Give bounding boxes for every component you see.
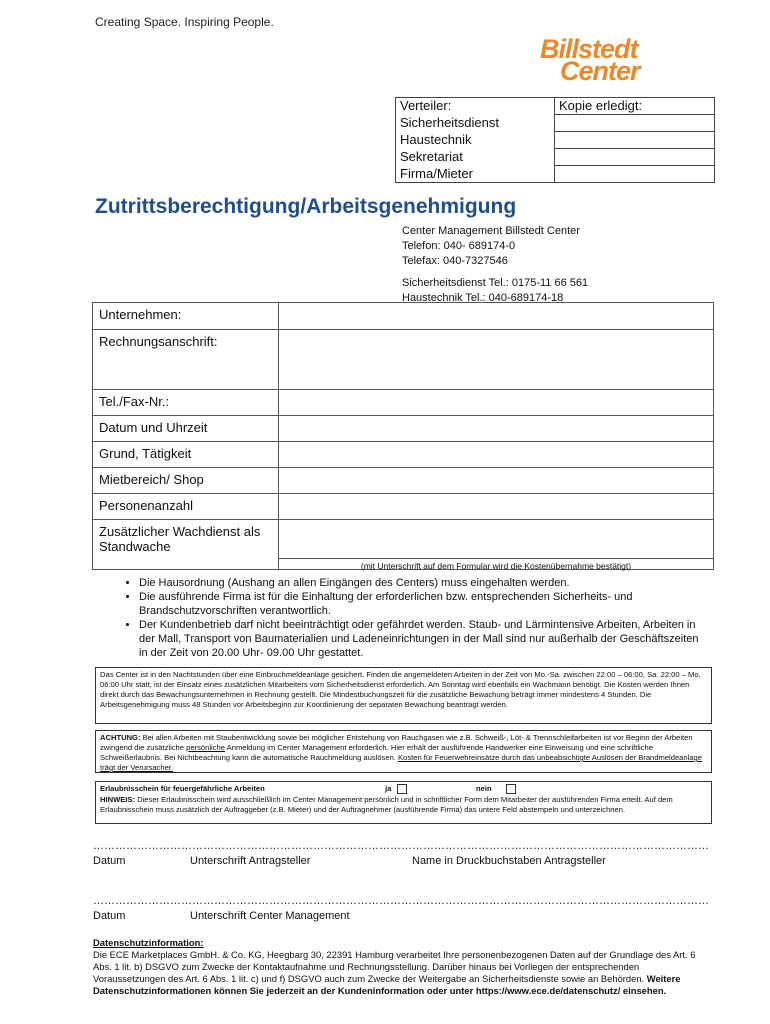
contact-line: Telefax: 040-7327546	[402, 255, 508, 267]
billing-address-label: Rechnungsanschrift:	[93, 330, 279, 390]
rental-area-label: Mietbereich/ Shop	[93, 468, 279, 494]
attention-text-b: Anmeldung im Center Management erforderlich. Hier erhält der ausführende Handwerker eine Einweisung und eine schriftliche Schweißerlaubnis. Bei Nichtbeachtung kann die automatische Rauchmeldung auslösen.	[100, 743, 653, 762]
distribution-table	[395, 97, 715, 183]
contact-line: Telefon: 040- 689174-0	[402, 240, 516, 252]
attention-label: ACHTUNG:	[100, 733, 141, 742]
phone-fax-field[interactable]	[279, 390, 714, 416]
rule-item: • Der Kundenbetrieb darf nicht beeinträchtigt oder gefährdet werden. Staub- und Lärmintensive Arbeiten, Arbeiten in der Mall, Transport von Baumaterialien und Ladeneinrichtungen in der Mall sind nur außerhalb der Geschäftszeiten in der Zeit von 20.00 Uhr- 09.00 Uhr gestattet.	[139, 618, 699, 660]
phone-fax-label: Tel./Fax-Nr.:	[93, 390, 279, 416]
company-label: Unternehmen:	[93, 303, 279, 330]
attention-underline-2: Kosten für Feuerwehreinsätze durch das unbeabsichtigte Auslösen der Brandmeldeanlage trägt der Verursacher.	[100, 753, 702, 772]
logo-line-1: Billstedt	[540, 34, 638, 64]
privacy-text: Die ECE Marketplaces GmbH. & Co. KG, Heegbarg 30, 22391 Hamburg verarbeitet Ihre personenbezogenen Daten auf der Grundlage des Art. 6 Abs. 1 lit. b) DSGVO zum Zwecke der Kontaktaufnahme und Rechnungsstellung. Darüber hinaus bei Vorliegen der entsprechenden Voraussetzungen des Art. 6 Abs. 1 lit. c) und f) DSGVO auch zum Zwecke der Weitergabe an Sicherheitsdienste sowie an Behörden.	[93, 949, 696, 984]
reason-activity-field[interactable]	[279, 442, 714, 468]
no-label: nein	[476, 784, 492, 793]
copy-done-cell[interactable]	[555, 149, 715, 166]
billing-address-field[interactable]	[279, 330, 714, 390]
date-time-label: Datum und Uhrzeit	[93, 416, 279, 442]
applicant-signature-label: Unterschrift Antragsteller	[190, 855, 311, 867]
hot-work-permit-label: Erlaubnisschein für feuergefährliche Arbeiten	[100, 784, 265, 793]
guard-service-field[interactable]	[279, 520, 714, 570]
logo-line-2: Center	[560, 56, 640, 86]
date-label-2: Datum	[93, 910, 126, 922]
night-security-notice	[95, 667, 712, 724]
hint-label: HINWEIS:	[100, 795, 136, 804]
copy-done-cell[interactable]	[555, 132, 715, 149]
rental-area-field[interactable]	[279, 468, 714, 494]
management-signature-label: Unterschrift Center Management	[190, 910, 350, 922]
person-count-label: Personenanzahl	[93, 494, 279, 520]
billstedt-center-logo	[538, 34, 688, 88]
distribution-row: Sekretariat	[396, 149, 555, 166]
yes-label: ja	[385, 784, 392, 793]
signature-line-2[interactable]: ……………………………………………………………………………………………………………………………………………………	[93, 895, 709, 907]
request-form	[92, 302, 714, 570]
cost-acceptance-note: (mit Unterschrift auf dem Formular wird die Kostenübernahme bestätigt)	[279, 558, 713, 573]
copy-done-header: Kopie erledigt:	[555, 98, 715, 115]
privacy-bold-text: Weitere Datenschutzinformationen können Sie jederzeit an der Kundeninformation oder unter https://www.ece.de/datenschutz/ einsehen.	[93, 973, 681, 996]
contact-block	[402, 224, 588, 306]
distribution-row: Firma/Mieter	[396, 166, 555, 183]
rule-item: • Die ausführende Firma ist für die Einhaltung der erforderlichen bzw. entsprechenden Sicherheits- und Brandschutzvorschriften verantwortlich.	[139, 590, 699, 618]
reason-activity-label: Grund, Tätigkeit	[93, 442, 279, 468]
rule-item: • Die Hausordnung (Aushang an allen Eingängen des Centers) muss eingehalten werden.	[139, 576, 699, 590]
attention-notice	[95, 730, 712, 773]
distribution-row: Haustechnik	[396, 132, 555, 149]
privacy-notice	[93, 937, 713, 997]
contact-line: Haustechnik Tel.: 040-689174-18	[402, 292, 564, 304]
privacy-heading: Datenschutzinformation:	[93, 937, 204, 948]
attention-text-a: Bei allen Arbeiten mit Staubentwicklung sowie bei möglicher Entstehung von Rauchgasen wie z.B. Schweiß-, Löt- & Trennschleifarbeiten ist vor Beginn der Arbeiten zwingend die zusätzliche	[100, 733, 693, 752]
attention-underline-1: persönliche	[186, 743, 225, 752]
tagline: Creating Space. Inspiring People.	[95, 15, 274, 29]
no-checkbox[interactable]	[506, 784, 516, 794]
contact-line: Sicherheitsdienst Tel.: 0175-11 66 561	[402, 277, 589, 289]
company-field[interactable]	[279, 303, 714, 330]
night-security-text: Das Center ist in den Nachtstunden über eine Einbruchmeldeanlage gesichert. Finden die angemeldeten Arbeiten in der Zeit von Mo.-Sa. zwischen 22:00 – 06:00, Sa. 22:00 – Mo. 06:00 Uhr statt, ist der Einsatz eines zusätzlichen Mitarbeiters vom Sicherheitsdienst erforderlich. Am Sonntag wird ebenfalls ein Wachmann benötigt. Die Kosten werden Ihnen direkt durch das Bewachungsunternehmen in Rechnung gestellt. Die Mindestbuchungszeit für die zusätzliche Bewachung beträgt immer mindestens 4 Stunden. Die Arbeitsgenehmigung muss 48 Stunden vor Arbeitsbeginn zur Koordinierung der separaten Bewachung beantragt werden.	[100, 670, 701, 709]
hot-work-permit-notice	[95, 781, 712, 824]
guard-service-label: Zusätzlicher Wachdienst als Standwache	[93, 520, 279, 570]
distribution-row: Sicherheitsdienst	[396, 115, 555, 132]
document-title: Zutrittsberechtigung/Arbeitsgenehmigung	[95, 195, 517, 218]
printed-name-label: Name in Druckbuchstaben Antragsteller	[412, 855, 606, 867]
yes-checkbox[interactable]	[397, 784, 407, 794]
contact-line: Center Management Billstedt Center	[402, 225, 580, 237]
copy-done-cell[interactable]	[555, 166, 715, 183]
person-count-field[interactable]	[279, 494, 714, 520]
rules-list	[115, 576, 699, 660]
date-time-field[interactable]	[279, 416, 714, 442]
copy-done-cell[interactable]	[555, 115, 715, 132]
signature-line-1[interactable]: ……………………………………………………………………………………………………………………………………………………	[93, 840, 709, 852]
distribution-header: Verteiler:	[396, 98, 555, 115]
hint-text: Dieser Erlaubnisschein wird ausschließlich im Center Management persönlich und in schriftlicher Form dem Mitarbeiter der ausführenden Firma erteilt. Auf dem Erlaubnisschein muss zusätzlich der Auftraggeber (z.B. Mieter) und der Auftragnehmer (ausführende Firma) das untere Feld abstempeln und unterzeichnen.	[100, 795, 673, 814]
date-label-1: Datum	[93, 855, 126, 867]
